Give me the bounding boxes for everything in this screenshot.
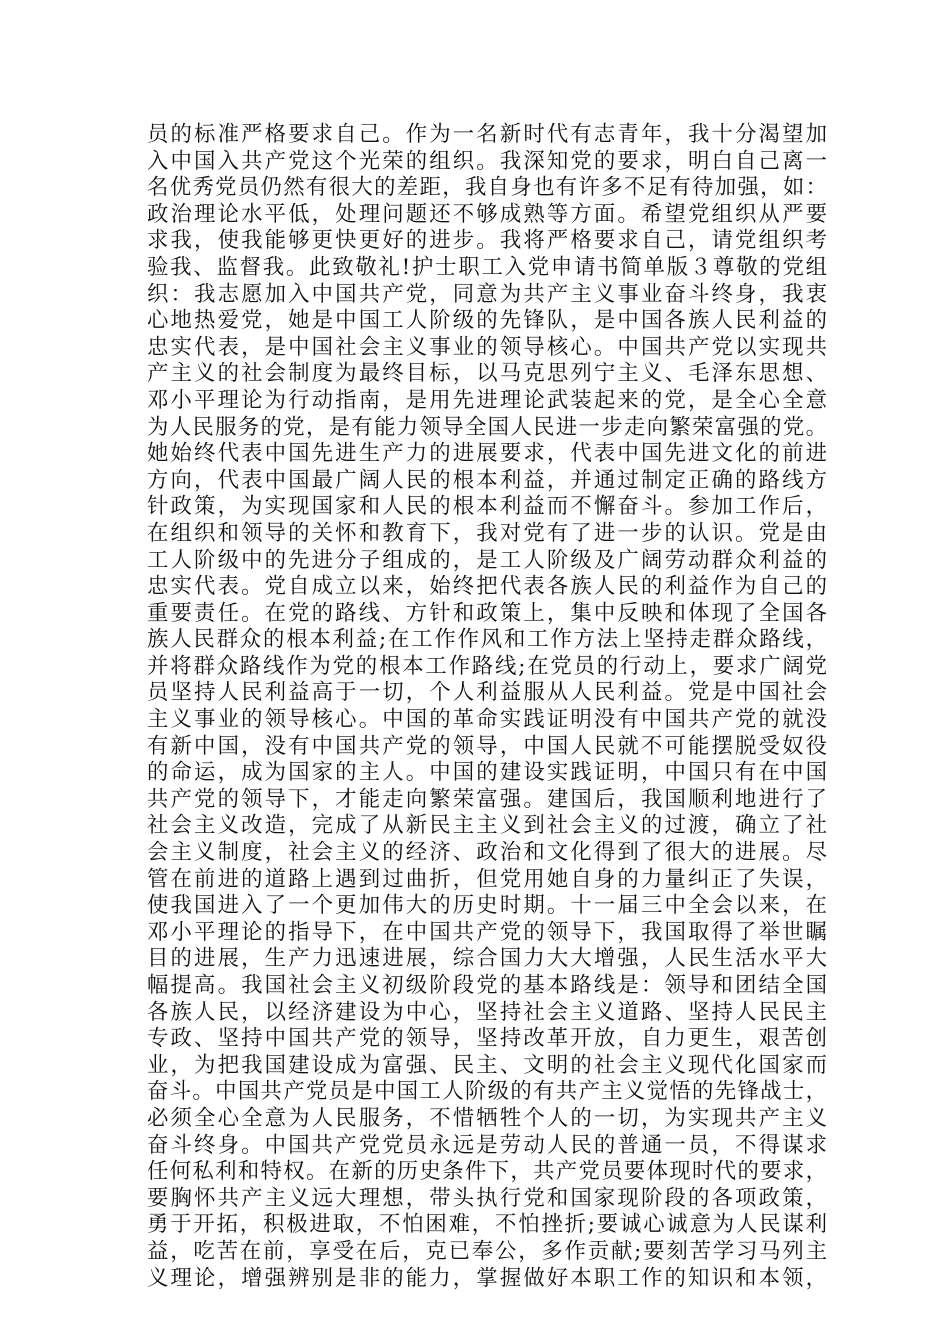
text-line: 工人阶级中的先进分子组成的，是工人阶级及广阔劳动群众利益的 — [147, 547, 827, 573]
text-line: 要胸怀共产主义远大理想，带头执行党和国家现阶段的各项政策， — [147, 1185, 827, 1211]
text-line: 邓小平理论为行动指南，是用先进理论武装起来的党，是全心全意 — [147, 387, 827, 413]
text-line: 重要责任。在党的路线、方针和政策上，集中反映和体现了全国各 — [147, 600, 827, 626]
text-line: 入中国入共产党这个光荣的组织。我深知党的要求，明白自己离一 — [147, 148, 827, 174]
text-line: 求我，使我能够更快更好的进步。我将严格要求自己，请党组织考 — [147, 228, 827, 254]
text-line: 共产党的领导下，才能走向繁荣富强。建国后，我国顺利地进行了 — [147, 786, 827, 812]
text-line: 有新中国，没有中国共产党的领导，中国人民就不可能摆脱受奴役 — [147, 733, 827, 759]
text-line: 验我、监督我。此致敬礼!护士职工入党申请书简单版３尊敬的党组 — [147, 254, 827, 280]
text-line: 忠实代表。党自成立以来，始终把代表各族人民的利益作为自己的 — [147, 574, 827, 600]
text-line: 政治理论水平低，处理问题还不够成熟等方面。希望党组织从严要 — [147, 201, 827, 227]
text-line: 目的进展，生产力迅速进展，综合国力大大增强，人民生活水平大 — [147, 946, 827, 972]
text-line: 管在前进的道路上遇到过曲折，但党用她自身的力量纠正了失误， — [147, 866, 827, 892]
text-line: 产主义的社会制度为最终目标，以马克思列宁主义、毛泽东思想、 — [147, 361, 827, 387]
text-line: 她始终代表中国先进生产力的进展要求，代表中国先进文化的前进 — [147, 441, 827, 467]
text-line: 并将群众路线作为党的根本工作路线;在党员的行动上，要求广阔党 — [147, 653, 827, 679]
text-line: 织：我志愿加入中国共产党，同意为共产主义事业奋斗终身，我衷 — [147, 281, 827, 307]
text-line: 社会主义改造，完成了从新民主主义到社会主义的过渡，确立了社 — [147, 813, 827, 839]
text-line: 针政策，为实现国家和人民的根本利益而不懈奋斗。参加工作后， — [147, 494, 827, 520]
text-line: 任何私利和特权。在新的历史条件下，共产党员要体现时代的要求， — [147, 1159, 827, 1185]
text-line: 义理论，增强辨别是非的能力，掌握做好本职工作的知识和本领， — [147, 1265, 827, 1291]
text-line: 勇于开拓，积极进取，不怕困难，不怕挫折;要诚心诚意为人民谋利 — [147, 1212, 827, 1238]
text-line: 会主义制度，社会主义的经济、政治和文化得到了很大的进展。尽 — [147, 840, 827, 866]
text-line: 邓小平理论的指导下，在中国共产党的领导下，我国取得了举世瞩 — [147, 919, 827, 945]
text-line: 益，吃苦在前，享受在后，克已奉公，多作贡献;要刻苦学习马列主 — [147, 1238, 827, 1264]
text-line: 奋斗终身。中国共产党党员永远是劳动人民的普通一员，不得谋求 — [147, 1132, 827, 1158]
text-line: 使我国进入了一个更加伟大的历史时期。十一届三中全会以来，在 — [147, 893, 827, 919]
text-line: 必须全心全意为人民服务，不惜牺牲个人的一切，为实现共产主义 — [147, 1105, 827, 1131]
text-line: 为人民服务的党，是有能力领导全国人民进一步走向繁荣富强的党。 — [147, 414, 827, 440]
text-line: 心地热爱党，她是中国工人阶级的先锋队，是中国各族人民利益的 — [147, 308, 827, 334]
text-line: 奋斗。中国共产党员是中国工人阶级的有共产主义觉悟的先锋战士， — [147, 1079, 827, 1105]
text-line: 员坚持人民利益高于一切，个人利益服从人民利益。党是中国社会 — [147, 680, 827, 706]
text-line: 主义事业的领导核心。中国的革命实践证明没有中国共产党的就没 — [147, 707, 827, 733]
text-line: 员的标准严格要求自己。作为一名新时代有志青年，我十分渴望加 — [147, 122, 827, 147]
text-line: 方向，代表中国最广阔人民的根本利益，并通过制定正确的路线方 — [147, 467, 827, 493]
text-line: 族人民群众的根本利益;在工作作风和工作方法上坚持走群众路线， — [147, 627, 827, 653]
text-line: 名优秀党员仍然有很大的差距，我自身也有许多不足有待加强，如： — [147, 175, 827, 201]
text-line: 各族人民，以经济建设为中心，坚持社会主义道路、坚持人民民主 — [147, 999, 827, 1025]
text-line: 的命运，成为国家的主人。中国的建设实践证明，中国只有在中国 — [147, 760, 827, 786]
text-line: 业，为把我国建设成为富强、民主、文明的社会主义现代化国家而 — [147, 1052, 827, 1078]
text-line: 专政、坚持中国共产党的领导，坚持改革开放，自力更生，艰苦创 — [147, 1026, 827, 1052]
text-line: 忠实代表，是中国社会主义事业的领导核心。中国共产党以实现共 — [147, 334, 827, 360]
text-line: 幅提高。我国社会主义初级阶段党的基本路线是：领导和团结全国 — [147, 973, 827, 998]
text-line: 在组织和领导的关怀和教育下，我对党有了进一步的认识。党是由 — [147, 520, 827, 546]
body-text — [147, 122, 827, 1292]
